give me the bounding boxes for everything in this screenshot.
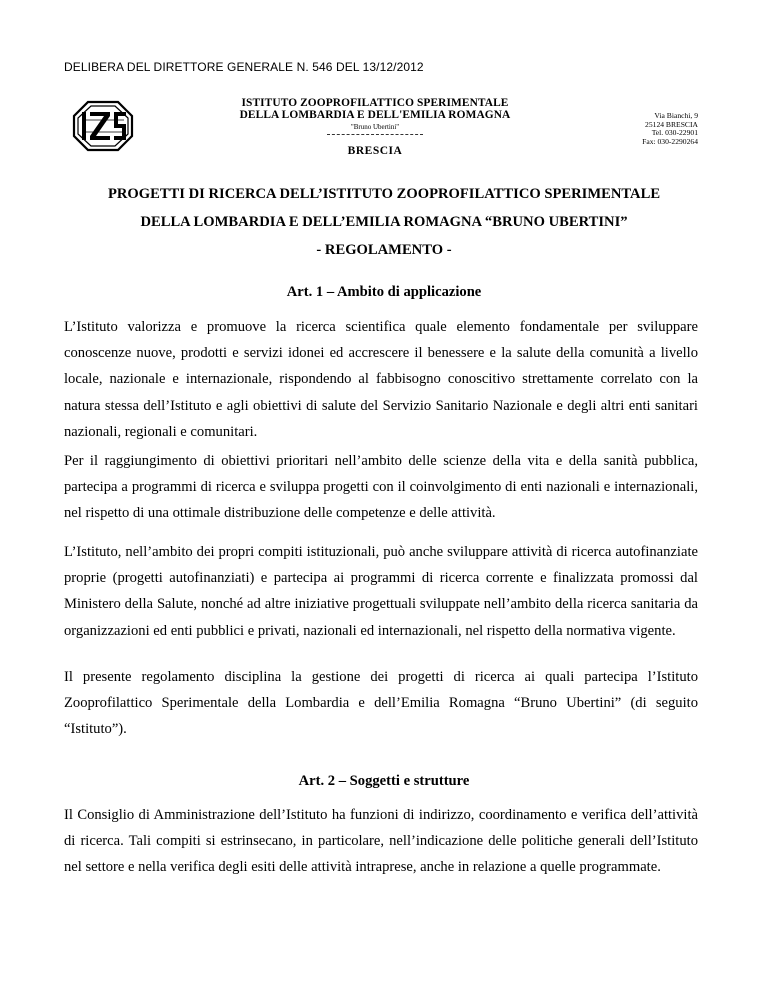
delibera-header: DELIBERA DEL DIRETTORE GENERALE N. 546 DEL 13/12/2012 — [64, 60, 424, 74]
art1-paragraph-1: L’Istituto valorizza e promuove la ricerca scientifica quale elemento fondamentale per sviluppare conoscenze nuove, prodotti e servizi idonei ed accrescere il benessere e la salute della comunità a livello locale, nazionale e internazionale, rispondendo al fabbisogno conoscitivo strettamente correlato con la natura stessa dell’Istituto e agli obiettivi di salute del Servizio Sanitario Nazionale e degli altri enti sanitari nazionali, regionali e comunitari. — [64, 319, 698, 440]
art2-heading: Art. 2 – Soggetti e strutture — [298, 773, 470, 789]
address-tel: Tel. 030-22901 — [651, 128, 698, 138]
address-street: Via Bianchi, 9 — [654, 111, 698, 120]
art1-paragraph-2: Per il raggiungimento di obiettivi prioritari nell’ambito delle scienze della vita e della sanità pubblica, partecipa a programmi di ricerca e sviluppa progetti con il coinvolgimento di enti nazionali e internazionali, nel rispetto di una ottimale distribuzione delle competenze e delle attività. — [64, 453, 698, 522]
title-line2: DELLA LOMBARDIA E DELL’EMILIA ROMAGNA “BRUNO UBERTINI” — [140, 214, 628, 230]
institute-heading — [210, 97, 540, 157]
institute-address — [598, 112, 698, 146]
art1-paragraph-3: L’Istituto, nell’ambito dei propri compiti istituzionali, può anche sviluppare attività di ricerca autofinanziate proprie (progetti autofinanziati) e partecipa ai programmi di ricerca corrente e finalizzata promossi dal Ministero della Salute, nonché ad altre iniziative progettuali sviluppate nell’ambito della ricerca sanitaria da organizzazioni ed enti pubblici e privati, nazionali ed internazionali, nel rispetto della normativa vigente. — [64, 544, 698, 639]
institute-subtitle: "Bruno Ubertini" — [350, 123, 400, 131]
institute-divider — [327, 134, 423, 135]
title-line3: - REGOLAMENTO - — [316, 242, 452, 258]
title-line1: PROGETTI DI RICERCA DELL’ISTITUTO ZOOPROFILATTICO SPERIMENTALE — [107, 186, 661, 202]
izs-logo — [70, 98, 136, 154]
address-cap-city: 25124 BRESCIA — [645, 119, 698, 129]
art1-heading: Art. 1 – Ambito di applicazione — [286, 284, 482, 300]
address-fax: Fax: 030-2290264 — [642, 136, 698, 146]
art1-paragraph-4: Il presente regolamento disciplina la gestione dei progetti di ricerca ai quali partecipa l’Istituto Zooprofilattico Sperimentale della Lombardia e dell’Emilia Romagna “Bruno Ubertini” (di seguito “Istituto”). — [64, 669, 698, 738]
art2-paragraph-1: Il Consiglio di Amministrazione dell’Istituto ha funzioni di indirizzo, coordinamento e verifica dell’attività di ricerca. Tali compiti si estrinsecano, in particolare, nell’indicazione delle politiche generali dell’Istituto nel settore e nella verifica degli esiti delle attività intraprese, anche in relazione a quelle programmate. — [64, 807, 698, 876]
institute-name-line2: DELLA LOMBARDIA E DELL'EMILIA ROMAGNA — [239, 109, 511, 121]
document-title — [60, 180, 708, 264]
institute-city: BRESCIA — [347, 145, 403, 157]
institute-name-line1: ISTITUTO ZOOPROFILATTICO SPERIMENTALE — [241, 97, 509, 109]
